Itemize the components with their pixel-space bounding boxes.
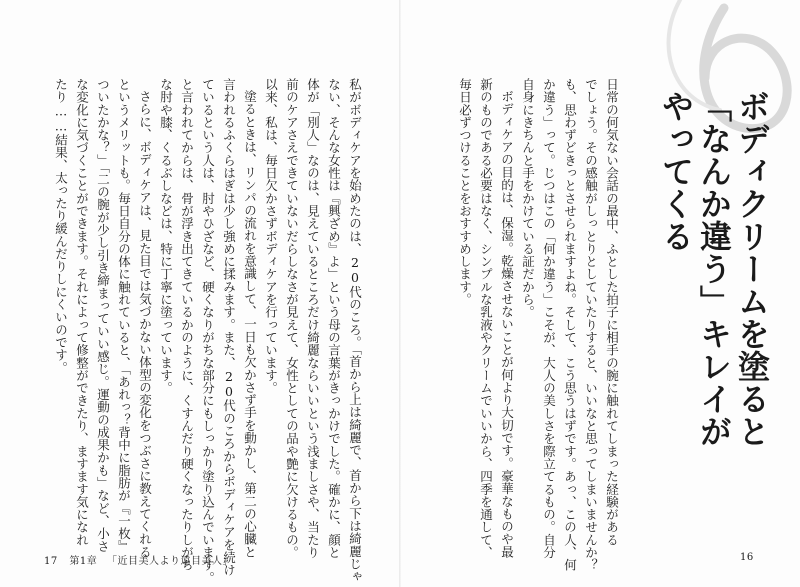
right-page-number: 16 [740,552,754,563]
title-line-3: やってくる [657,90,695,253]
left-text-line: な肘や膝、くるぶしなどは、特に丁寧に塗っています。 [158,78,174,395]
title-line-1: ボディクリームを塗ると [733,90,771,448]
left-text-line: 前のケアさえできていないだらしなさが見えて、女性としての品や艶に欠けるもの。 [284,78,300,559]
page-gutter [399,0,401,587]
left-text-line: ているという人は、肘やひざなど、硬くなりがちな部分にもしっかり塗り込んでいます。 [200,78,216,584]
right-text-line: 毎日必ずつけることをおすすめします。 [457,78,473,306]
left-text-line: さらに、ボディケアは、見た目では気づかない体型の変化をつぶさに教えてくれる [137,90,153,559]
title-line-2: 「なんか違う」キレイが [695,90,733,448]
left-page-number: 17 [44,556,58,567]
left-running-footer [44,552,233,567]
left-text-line: ついたかな？」「二の腕が少し引き締まっていい感じ。運動の成果かも」など、小さ [95,78,111,553]
right-text-line: ボディケアの目的は、保湿。乾燥させないことが何より大切です。豪華なものや最 [499,90,515,559]
left-text-line: 言われるふくらはぎは少し強めに揉みます。また、20代のころからボディケアを続け [221,78,237,577]
left-text-line: な変化に気づくことができます。それによって修整ができたり、ますます気になれ [74,78,90,547]
left-text-line: 以来、私は、毎日欠かさずボディケアを行っています。 [263,78,279,395]
left-text-line: 私がボディケアを始めたのは、20代のころ。「首から上は綺麗で、首から下は綺麗じゃ [347,78,363,583]
left-text-line: 塗るときは、リンパの流れを意識して、一日も欠かさず手を動かし、第二の心臓と [242,90,258,559]
left-text-line: と言われてからは、骨が浮き出てきているかのように、くすんだり硬くなったりしがち [179,78,195,572]
left-text-line: ない、そんな女性は『興ざめ』よ」という母の言葉がきっかけでした。確かに、顔と [326,78,342,559]
right-text-line: も、思わずどきっとさせられますよね。そして、こう思うはずです。あっ、この人、何 [562,78,578,572]
right-text-line: 新のものである必要はなく、シンプルな乳液やクリームでいいから、四季を通して、 [478,78,494,559]
right-text-line: 日常の何気ない会話の最中、ふとした拍子に相手の腕に触れてしまった経験がある [604,78,620,547]
right-text-line: か違う」って。じつはこの「何か違う」こそが、大人の美しさを際立てるもの。自分 [541,78,557,559]
right-text-line: 自身にきちんと手をかけている証だから。 [520,78,536,319]
chapter-label: 第1章 [69,556,98,567]
right-text-line: でしょう。その感触がしっとりとしていたりすると、いいなと思ってしまいませんか？ [583,78,599,572]
left-text-line: たり……結果、太ったり緩んだりしにくいのです。 [53,78,69,374]
left-text-line: 体が「別人」なのは、見えているところだけ綺麗ならいいという浅ましさや、当たり [305,78,321,559]
left-text-line: というメリットも。毎日自分の体に触れていると、「あれっ？背中に脂肪が『一枚』 [116,78,132,553]
chapter-title: 「近目美人より遠目美人」 [106,556,233,567]
